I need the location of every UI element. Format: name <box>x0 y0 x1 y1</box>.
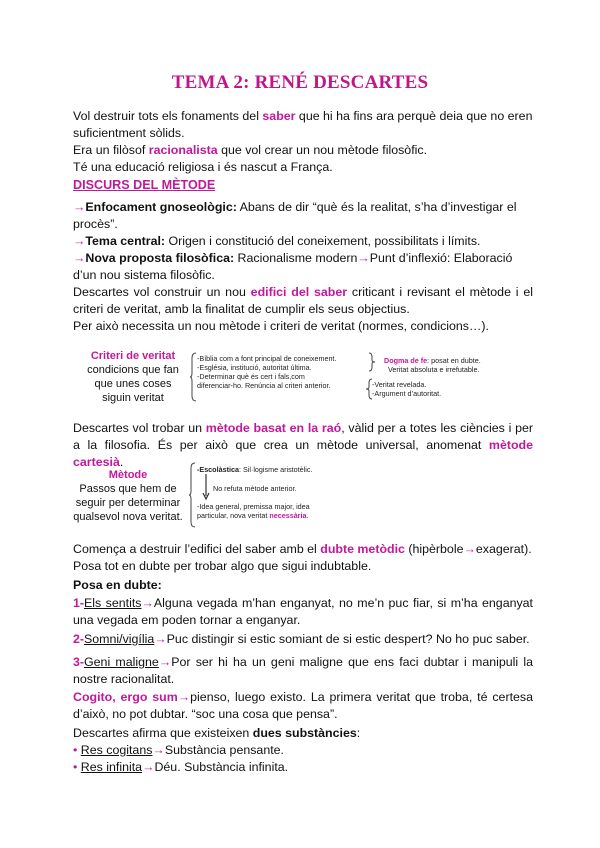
doubt-text: Alguna vegada m’han enganyat, no me’n puc fiar, si m’ha enganyat una vegada em poden tornar a enganyar. <box>73 596 533 627</box>
escolastica-text: : Sil·logisme aristotèlic. <box>238 465 313 474</box>
doubt-item <box>73 595 533 629</box>
doubt-item <box>73 654 533 688</box>
bracket-icon <box>368 352 376 372</box>
idea-text: -Idea general, premissa major, idea <box>197 502 310 511</box>
veritat-item: -Argument d’autoritat. <box>372 389 442 398</box>
substancia-text: Substància pensante. <box>164 743 284 757</box>
cogito-text: pienso, luego existo. La primera veritat que troba, té certesa d’això, no pot dubtar. “soc una cosa que pensa”. <box>73 690 533 721</box>
intro-text: Era un filòsof <box>73 143 149 157</box>
para-text: (hipèrbole <box>404 542 464 556</box>
dubte-paragraph <box>73 541 533 575</box>
arrow-icon: → <box>73 251 86 265</box>
dogma-text: Veritat absoluta e irrefutable. <box>388 365 480 374</box>
doubt-label: Somni/vigília <box>84 632 155 646</box>
metode-highlight: mètode basat en la raó <box>205 421 342 435</box>
para-text: Posa tot en dubte per trobar algo que sigui indubtable. <box>73 559 372 573</box>
criteri-item: -Bíblia com a font principal de coneixement. <box>197 354 337 363</box>
escolastica-label: -Escolàstica <box>197 465 239 474</box>
doubt-label: Geni maligne <box>84 655 159 669</box>
arrow-icon: → <box>142 760 155 774</box>
substancia-label: Res cogitans <box>80 743 153 757</box>
page-title: TEMA 2: RENÉ DESCARTES <box>171 72 429 93</box>
arrow-icon: → <box>141 596 154 610</box>
para-text: Descartes afirma que existeixen <box>73 726 253 740</box>
bullet-icon: • <box>73 743 81 757</box>
arrow-icon: → <box>158 655 172 669</box>
edifici-paragraph <box>73 284 533 335</box>
intro-text: Té una educació religiosa i és nascut a França. <box>73 160 333 174</box>
metode-paragraph <box>73 420 533 471</box>
racionalista-highlight: racionalista <box>148 143 218 157</box>
dues-substancies: dues substàncies <box>252 726 357 740</box>
para-text: , vàlid per a totes les ciències i per a la filosofia. És per això que crea un mètode universal, anomenat <box>73 421 533 452</box>
para-text: exagerat). <box>475 542 532 556</box>
cartesia-highlight: mètode cartesià <box>73 438 533 469</box>
cogito-paragraph <box>73 689 533 723</box>
metode-desc: Passos que hem de seguir per determinar qualsevol nova veritat. <box>73 483 183 523</box>
para-text: Per això necessita un nou mètode i criteri de veritat (normes, condicions…). <box>73 319 489 333</box>
arrow-icon: → <box>177 690 191 704</box>
arrow-icon: → <box>154 632 167 646</box>
point-label: Nova proposta filosòfica: <box>85 251 235 265</box>
no-refuta-text: No refuta mètode anterior. <box>213 484 297 493</box>
criteri-items <box>197 354 336 390</box>
doubt-number: 3- <box>73 655 85 669</box>
arrow-icon: → <box>152 743 165 757</box>
metode-title: Mètode <box>108 469 148 481</box>
dogma-text: : posat en dubte. <box>427 356 481 365</box>
veritat-block <box>372 380 441 398</box>
para-text: : <box>356 726 361 740</box>
substancia-label: Res infinita <box>80 760 143 774</box>
arrow-icon: → <box>73 234 86 248</box>
criteri-label <box>80 349 186 405</box>
doubt-text: Por ser hi ha un geni maligne que ens faci dubtar i manipuli la nostre racionalitat. <box>73 655 533 686</box>
arrow-down-icon <box>203 474 209 500</box>
doubt-label: Els sentits <box>84 596 142 610</box>
criteri-item: diferenciar-ho. Renúncia al criteri anterior. <box>197 381 331 390</box>
idea-block <box>197 502 310 520</box>
veritat-item: -Veritat revelada. <box>372 380 427 389</box>
idea-text: . <box>306 511 309 520</box>
para-text: Descartes vol construir un nou <box>73 285 251 299</box>
para-text: Comença a destruir l’edifici del saber amb el <box>73 542 321 556</box>
point-text: Punt d’inflexió: Elaboració d’un nou sistema filosòfic. <box>73 251 513 282</box>
point-text: Origen i constitució del coneixement, possibilitats i límits. <box>165 234 481 248</box>
para-text: . <box>119 455 124 469</box>
doubt-number: 2- <box>73 632 85 646</box>
point-text: Abans de dir “què és la realitat, s’ha d’investigar el procès”. <box>73 200 517 231</box>
dogma-block <box>384 356 481 374</box>
para-text: Descartes vol trobar un <box>73 421 206 435</box>
posa-heading: Posa en dubte: <box>73 578 162 592</box>
doubt-item <box>73 631 533 648</box>
section-heading: DISCURS DEL MÈTODE <box>73 178 216 192</box>
criteri-desc: condicions que fan que unes coses siguin veritat <box>87 364 179 404</box>
intro-text: Vol destruir tots els fonaments del <box>73 109 263 123</box>
arrow-icon: → <box>73 200 86 214</box>
bullet-icon: • <box>73 760 81 774</box>
intro-text: que vol crear un nou mètode filosòfic. <box>217 143 428 157</box>
para-text: criticant i revisant el mètode i el criteri de veritat, amb la finalitat de cumplir els seus objectius. <box>73 285 533 316</box>
points-list <box>73 199 533 284</box>
arrow-icon: → <box>463 542 476 556</box>
intro-paragraph <box>73 108 533 176</box>
dubte-highlight: dubte metòdic <box>320 542 405 556</box>
necessaria-highlight: necessària <box>269 511 307 520</box>
edifici-highlight: edifici del saber <box>250 285 348 299</box>
criteri-title: Criteri de veritat <box>90 350 176 362</box>
doubt-number: 1- <box>73 596 85 610</box>
metode-label <box>72 468 184 524</box>
arrow-icon: → <box>357 251 370 265</box>
criteri-item: -Determinar què és cert i fals,com <box>197 372 305 381</box>
idea-text: particular, nova veritat <box>197 511 270 520</box>
cogito-label: Cogito, ergo sum <box>73 690 178 704</box>
point-text: Racionalisme modern <box>234 251 358 265</box>
criteri-item: -Església, institució, autoritat última. <box>197 363 312 372</box>
point-label: Enfocament gnoseològic: <box>85 200 237 214</box>
intro-text: que hi ha fins ara perquè deia que no eren suficientment sòlids. <box>73 109 533 140</box>
point-label: Tema central: <box>85 234 166 248</box>
saber-highlight: saber <box>262 109 296 123</box>
substancia-text: Déu. Substància infinita. <box>154 760 289 774</box>
substancies-paragraph <box>73 725 533 776</box>
bracket-icon <box>189 462 197 528</box>
escolastica-line <box>197 465 312 474</box>
dogma-label: Dogma de fe <box>384 356 428 365</box>
doubt-text: Puc distingir si estic somiant de si estic despert? No ho puc saber. <box>166 632 530 646</box>
